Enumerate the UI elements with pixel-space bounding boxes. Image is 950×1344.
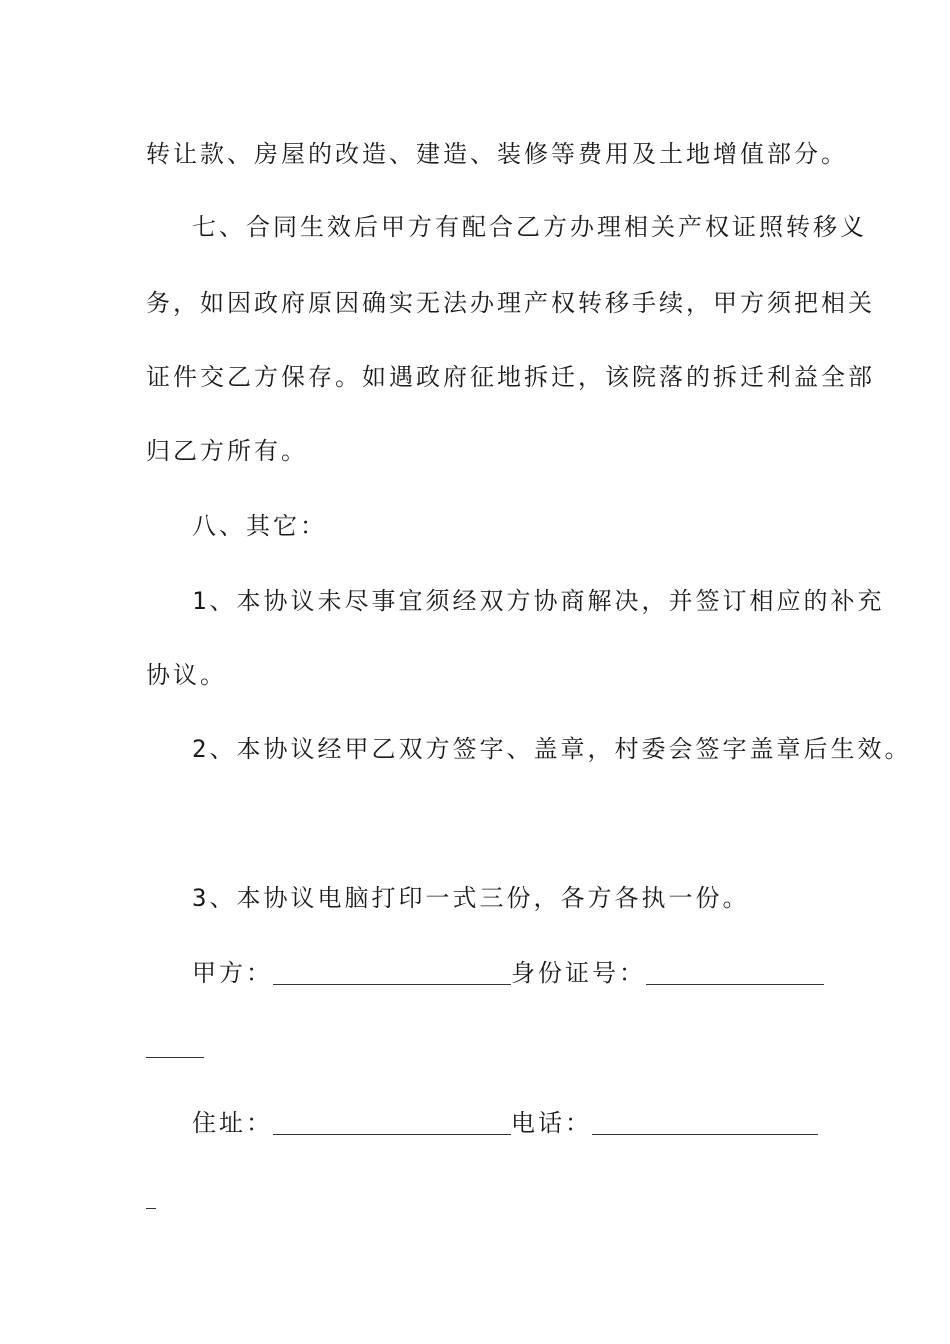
party-a-row bbox=[192, 958, 824, 988]
item-one-line-1: 1、本协议未尽事宜须经双方协商解决，并签订相应的补充 bbox=[192, 587, 885, 615]
clause-eight-heading: 八、其它： bbox=[192, 512, 327, 540]
paragraph-line: 转让款、房屋的改造、建造、装修等费用及土地增值部分。 bbox=[146, 140, 848, 168]
clause-seven-line-3: 证件交乙方保存。如遇政府征地拆迁，该院落的拆迁利益全部 bbox=[146, 363, 875, 391]
clause-seven-line-4: 归乙方所有。 bbox=[146, 437, 308, 465]
phone-label: 电话： bbox=[511, 1109, 592, 1137]
id-number-label: 身份证号： bbox=[511, 959, 646, 987]
party-a-blank[interactable] bbox=[273, 962, 511, 985]
id-number-blank[interactable] bbox=[646, 962, 824, 985]
id-number-blank-continued[interactable] bbox=[146, 1056, 204, 1058]
phone-blank[interactable] bbox=[592, 1112, 818, 1135]
address-label: 住址： bbox=[192, 1109, 273, 1137]
item-three-line: 3、本协议电脑打印一式三份，各方各执一份。 bbox=[192, 884, 750, 912]
party-a-label: 甲方： bbox=[192, 959, 273, 987]
phone-blank-continued[interactable] bbox=[146, 1207, 156, 1209]
address-blank[interactable] bbox=[273, 1112, 511, 1135]
address-row bbox=[192, 1108, 818, 1138]
clause-seven-line-2: 务，如因政府原因确实无法办理产权转移手续，甲方须把相关 bbox=[146, 289, 875, 317]
item-two-line: 2、本协议经甲乙双方签字、盖章，村委会签字盖章后生效。 bbox=[192, 735, 912, 763]
clause-seven-line-1: 七、合同生效后甲方有配合乙方办理相关产权证照转移义 bbox=[192, 213, 867, 241]
item-one-line-2: 协议。 bbox=[146, 661, 227, 689]
